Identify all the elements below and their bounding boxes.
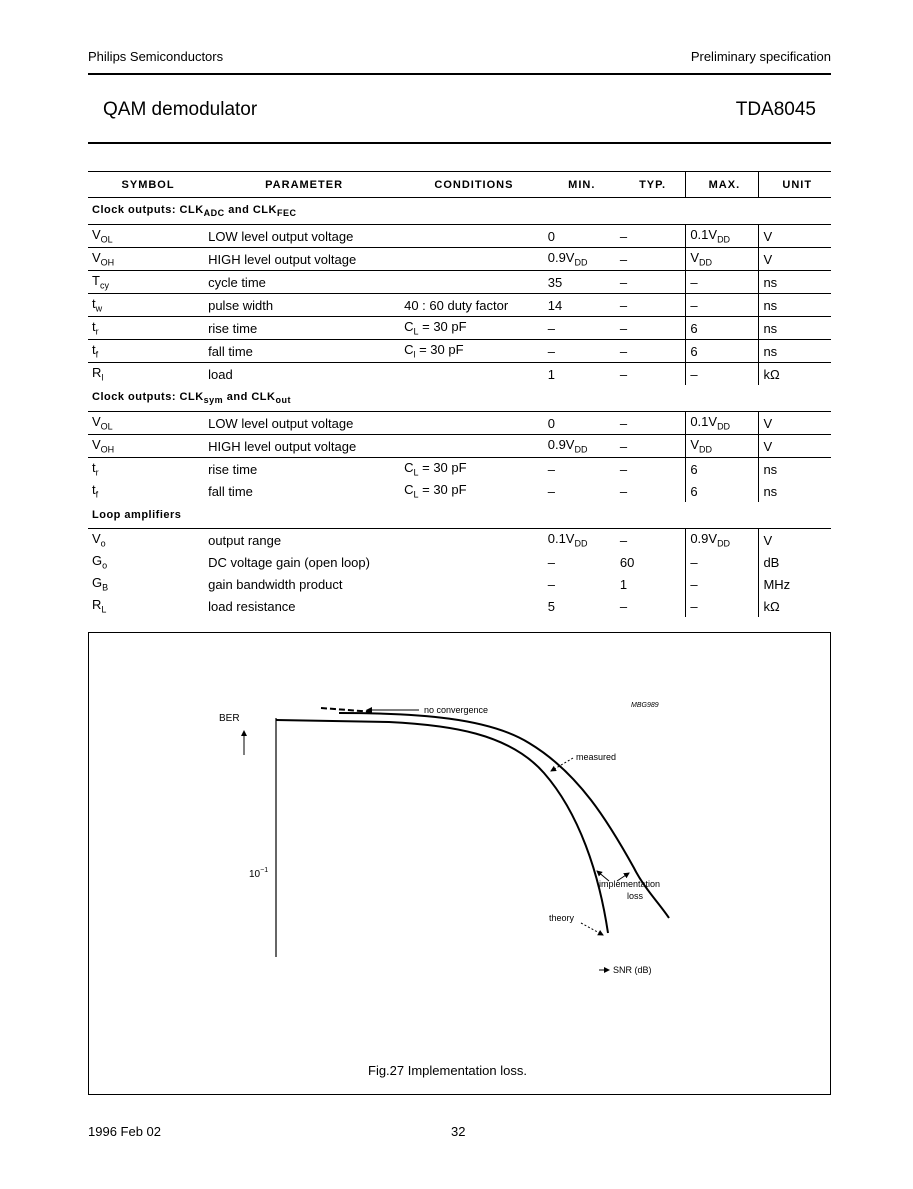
parameter: HIGH level output voltage [208, 438, 357, 454]
subscript: DD [717, 538, 731, 549]
table-row [88, 435, 831, 458]
symbol: V [92, 250, 101, 266]
typ-cell [616, 551, 686, 573]
subscript: o [100, 538, 106, 549]
min-value: – [547, 483, 555, 499]
max-cell [686, 340, 759, 363]
typ-cell [616, 225, 686, 248]
parameter-cell [204, 248, 400, 271]
subscript: sym [203, 395, 224, 406]
symbol-cell [88, 248, 204, 271]
symbol: R [92, 365, 102, 381]
subscript: L [413, 489, 419, 500]
unit-cell [759, 317, 831, 340]
max-cell [686, 458, 759, 481]
max-cell [686, 529, 759, 552]
max-value: 6 [690, 483, 698, 499]
table-row [88, 458, 831, 481]
section-row [88, 385, 831, 412]
min-cell [544, 225, 616, 248]
min-cell [544, 340, 616, 363]
conditions-cell [400, 595, 544, 617]
max-cell [686, 317, 759, 340]
typ-cell [616, 458, 686, 481]
symbol-cell [88, 340, 204, 363]
unit-value: dB [763, 554, 780, 570]
min-cell [544, 271, 616, 294]
unit-cell [759, 271, 831, 294]
condition: C [404, 319, 414, 335]
symbol-cell [88, 480, 204, 502]
condition: = 30 pF [418, 460, 467, 476]
min-value: 0.9V [547, 437, 575, 453]
no-convergence-label: no convergence [424, 705, 489, 715]
unit-value: V [763, 532, 773, 548]
typ-cell [616, 363, 686, 386]
implementation-loss-diagram [89, 633, 830, 1094]
min-value: 35 [547, 274, 563, 290]
typ-cell [616, 317, 686, 340]
product-title: QAM demodulator [103, 99, 258, 120]
subscript: w [95, 303, 103, 314]
symbol-cell [88, 435, 204, 458]
col-typ: TYP. [616, 172, 686, 198]
max-value: 6 [690, 343, 698, 359]
max-value: – [690, 274, 698, 290]
subscript: l [413, 349, 416, 360]
table-row [88, 480, 831, 502]
typ-value: – [619, 438, 628, 454]
loss-label: loss [627, 891, 644, 901]
typ-cell [616, 573, 686, 595]
unit-cell [759, 412, 831, 435]
max-cell [686, 271, 759, 294]
max-value: – [690, 576, 698, 592]
typ-cell [616, 435, 686, 458]
parameter: fall time [208, 483, 253, 499]
subscript: f [95, 489, 99, 500]
min-cell [544, 317, 616, 340]
parameter: HIGH level output voltage [208, 251, 357, 267]
unit-cell [759, 225, 831, 248]
typ-value: – [619, 228, 628, 244]
typ-value: – [619, 483, 628, 499]
parameter-cell [204, 595, 400, 617]
section-text: and CLK [223, 390, 276, 403]
typ-cell [616, 271, 686, 294]
parameter: cycle time [208, 274, 266, 290]
section-text: Loop amplifiers [92, 509, 182, 521]
section-label [88, 502, 831, 529]
subscript: out [275, 395, 291, 406]
section-text: Clock outputs: CLK [92, 390, 204, 403]
unit-value: MHz [763, 576, 791, 592]
title-rule [88, 142, 831, 144]
col-symbol: SYMBOL [88, 172, 204, 198]
max-cell [686, 480, 759, 502]
typ-value: – [619, 366, 628, 382]
parameter-cell [204, 271, 400, 294]
min-value: 14 [547, 297, 563, 313]
min-value: – [547, 576, 555, 592]
conditions-cell [400, 435, 544, 458]
parameter: LOW level output voltage [208, 228, 354, 244]
parameter-cell [204, 480, 400, 502]
subscript: r [95, 467, 99, 478]
table-row [88, 363, 831, 386]
max-value: – [690, 598, 698, 614]
min-value: 0.9V [547, 250, 575, 266]
subscript: DD [698, 257, 712, 268]
parameter: rise time [208, 461, 258, 477]
col-min: MIN. [544, 172, 616, 198]
unit-cell [759, 573, 831, 595]
subscript: L [413, 326, 419, 337]
parameter-cell [204, 317, 400, 340]
symbol-cell [88, 529, 204, 552]
typ-value: 60 [619, 554, 635, 570]
max-cell [686, 294, 759, 317]
max-value: – [690, 554, 698, 570]
min-cell [544, 294, 616, 317]
unit-cell [759, 551, 831, 573]
subscript: DD [717, 421, 731, 432]
max-value: V [690, 250, 699, 266]
parameter: fall time [208, 343, 253, 359]
table-row [88, 340, 831, 363]
col-conditions: CONDITIONS [400, 172, 544, 198]
parameter: load [208, 366, 233, 382]
max-value: V [690, 437, 699, 453]
measured-label: measured [576, 752, 617, 762]
unit-cell [759, 529, 831, 552]
implementation-label: implementation [599, 879, 661, 889]
typ-value: – [619, 415, 628, 431]
conditions-cell [400, 573, 544, 595]
conditions-cell [400, 271, 544, 294]
unit-cell [759, 248, 831, 271]
condition: C [404, 342, 414, 358]
symbol: t [92, 482, 96, 498]
max-value: – [690, 366, 698, 382]
parameter: LOW level output voltage [208, 415, 354, 431]
table-header-row [88, 172, 831, 198]
no-convergence-curve [321, 708, 374, 712]
conditions-cell [400, 529, 544, 552]
section-row [88, 502, 831, 529]
symbol: R [92, 597, 102, 613]
conditions-cell [400, 480, 544, 502]
min-value: 0 [547, 228, 555, 244]
max-cell [686, 595, 759, 617]
max-cell [686, 248, 759, 271]
subscript: L [413, 467, 419, 478]
typ-cell [616, 294, 686, 317]
parameter-cell [204, 551, 400, 573]
section-text: Clock outputs: CLK [92, 203, 204, 216]
parameter: rise time [208, 320, 258, 336]
conditions-cell [400, 363, 544, 386]
unit-value: ns [763, 343, 778, 359]
max-cell [686, 225, 759, 248]
table-row [88, 573, 831, 595]
subscript: ADC [203, 208, 225, 219]
symbol: t [92, 296, 96, 312]
table-row [88, 551, 831, 573]
max-value: – [690, 297, 698, 313]
unit-cell [759, 363, 831, 386]
unit-cell [759, 435, 831, 458]
parameter-cell [204, 529, 400, 552]
unit-cell [759, 595, 831, 617]
min-cell [544, 551, 616, 573]
typ-value: 1 [619, 576, 628, 592]
typ-cell [616, 529, 686, 552]
x-axis-label: SNR (dB) [613, 965, 652, 975]
subscript: OL [100, 421, 113, 432]
table-body [88, 198, 831, 618]
subscript: OL [100, 234, 113, 245]
unit-value: kΩ [763, 598, 780, 614]
symbol-cell [88, 458, 204, 481]
part-number: TDA8045 [735, 99, 816, 120]
subscript: l [101, 372, 104, 383]
typ-value: – [619, 251, 628, 267]
symbol-cell [88, 412, 204, 435]
table-row [88, 271, 831, 294]
condition: 40 : 60 duty factor [404, 297, 509, 313]
condition: = 30 pF [418, 482, 467, 498]
symbol: V [92, 227, 101, 243]
unit-cell [759, 458, 831, 481]
min-value: – [547, 320, 555, 336]
symbol-cell [88, 225, 204, 248]
typ-value: – [619, 343, 628, 359]
parameter-cell [204, 458, 400, 481]
typ-value: – [619, 320, 628, 336]
unit-cell [759, 340, 831, 363]
min-value: – [547, 554, 555, 570]
max-cell [686, 573, 759, 595]
min-cell [544, 412, 616, 435]
header-rule [88, 73, 831, 75]
condition: = 30 pF [415, 342, 464, 358]
typ-cell [616, 595, 686, 617]
max-value: 0.1V [690, 414, 718, 430]
conditions-cell [400, 248, 544, 271]
conditions-cell [400, 458, 544, 481]
typ-cell [616, 340, 686, 363]
condition: = 30 pF [418, 319, 467, 335]
theory-curve [276, 720, 608, 933]
symbol-cell [88, 595, 204, 617]
parameter-cell [204, 340, 400, 363]
col-parameter: PARAMETER [204, 172, 400, 198]
typ-cell [616, 480, 686, 502]
section-label [88, 385, 831, 412]
conditions-cell [400, 317, 544, 340]
subscript: cy [99, 280, 109, 291]
unit-value: V [763, 251, 773, 267]
table-row [88, 412, 831, 435]
table-row [88, 294, 831, 317]
characteristics-table [88, 171, 831, 617]
symbol: V [92, 414, 101, 430]
subscript: DD [574, 444, 588, 455]
conditions-cell [400, 225, 544, 248]
unit-value: kΩ [763, 366, 780, 382]
subscript: DD [574, 538, 588, 549]
parameter-cell [204, 573, 400, 595]
min-cell [544, 529, 616, 552]
unit-value: ns [763, 274, 778, 290]
max-value: 0.9V [690, 531, 718, 547]
unit-value: ns [763, 461, 778, 477]
max-value: 6 [690, 320, 698, 336]
subscript: OH [100, 257, 115, 268]
table-row [88, 248, 831, 271]
conditions-cell [400, 412, 544, 435]
unit-cell [759, 480, 831, 502]
min-value: 0.1V [547, 531, 575, 547]
parameter: DC voltage gain (open loop) [208, 554, 370, 570]
symbol: t [92, 342, 96, 358]
parameter-cell [204, 294, 400, 317]
header-doc-type: Preliminary specification [690, 49, 831, 64]
unit-value: ns [763, 320, 778, 336]
min-cell [544, 458, 616, 481]
subscript: DD [717, 234, 731, 245]
figure-box [88, 632, 831, 1095]
symbol: G [92, 553, 103, 569]
subscript: DD [698, 444, 712, 455]
parameter-cell [204, 363, 400, 386]
subscript: o [102, 560, 108, 571]
subscript: FEC [276, 208, 297, 219]
typ-cell [616, 248, 686, 271]
table-row [88, 317, 831, 340]
condition: C [404, 460, 414, 476]
conditions-cell [400, 340, 544, 363]
max-cell [686, 363, 759, 386]
footer-date: 1996 Feb 02 [88, 1124, 162, 1139]
typ-cell [616, 412, 686, 435]
max-value: 0.1V [690, 227, 718, 243]
unit-value: ns [763, 297, 778, 313]
max-value: 6 [690, 461, 698, 477]
min-value: 5 [547, 598, 555, 614]
symbol: t [92, 460, 96, 476]
section-row [88, 198, 831, 225]
y-axis-label: BER [219, 713, 240, 724]
subscript: f [95, 349, 99, 360]
unit-value: V [763, 415, 773, 431]
min-cell [544, 248, 616, 271]
conditions-cell [400, 551, 544, 573]
symbol-cell [88, 294, 204, 317]
parameter: load resistance [208, 598, 296, 614]
typ-value: – [619, 598, 628, 614]
min-cell [544, 363, 616, 386]
max-cell [686, 412, 759, 435]
table-row [88, 529, 831, 552]
min-cell [544, 573, 616, 595]
section-label [88, 198, 831, 225]
typ-value: – [619, 532, 628, 548]
min-cell [544, 435, 616, 458]
col-max: MAX. [686, 172, 759, 198]
figure-code: MBG989 [631, 702, 659, 709]
max-cell [686, 551, 759, 573]
min-value: 1 [547, 366, 555, 382]
col-unit: UNIT [759, 172, 831, 198]
y-tick-label: $10^{-1}$ [249, 867, 269, 880]
symbol: t [92, 319, 96, 335]
max-cell [686, 435, 759, 458]
min-cell [544, 595, 616, 617]
parameter: gain bandwidth product [208, 576, 343, 592]
unit-value: V [763, 228, 773, 244]
symbol-cell [88, 573, 204, 595]
parameter-cell [204, 412, 400, 435]
symbol: G [92, 575, 103, 591]
parameter-cell [204, 435, 400, 458]
symbol-cell [88, 551, 204, 573]
figure-caption: Fig.27 Implementation loss. [368, 1063, 527, 1078]
page-number: 32 [451, 1124, 466, 1139]
theory-pointer [581, 923, 603, 935]
min-value: – [547, 461, 555, 477]
typ-value: – [619, 461, 628, 477]
table-row [88, 225, 831, 248]
unit-value: ns [763, 483, 778, 499]
symbol: T [92, 273, 100, 289]
subscript: OH [100, 444, 115, 455]
unit-cell [759, 294, 831, 317]
table-row [88, 595, 831, 617]
section-text: and CLK [224, 203, 277, 216]
parameter: output range [208, 532, 282, 548]
typ-value: – [619, 297, 628, 313]
condition: C [404, 482, 414, 498]
symbol: V [92, 437, 101, 453]
theory-label: theory [549, 913, 575, 923]
min-value: – [547, 343, 555, 359]
min-cell [544, 480, 616, 502]
parameter-cell [204, 225, 400, 248]
symbol-cell [88, 317, 204, 340]
subscript: B [102, 582, 109, 593]
parameter: pulse width [208, 297, 274, 313]
subscript: DD [574, 257, 588, 268]
symbol-cell [88, 271, 204, 294]
symbol-cell [88, 363, 204, 386]
subscript: L [101, 604, 107, 615]
typ-value: – [619, 274, 628, 290]
unit-value: V [763, 438, 773, 454]
min-value: 0 [547, 415, 555, 431]
conditions-cell [400, 294, 544, 317]
subscript: r [95, 326, 99, 337]
header-company: Philips Semiconductors [88, 49, 224, 64]
symbol: V [92, 531, 101, 547]
